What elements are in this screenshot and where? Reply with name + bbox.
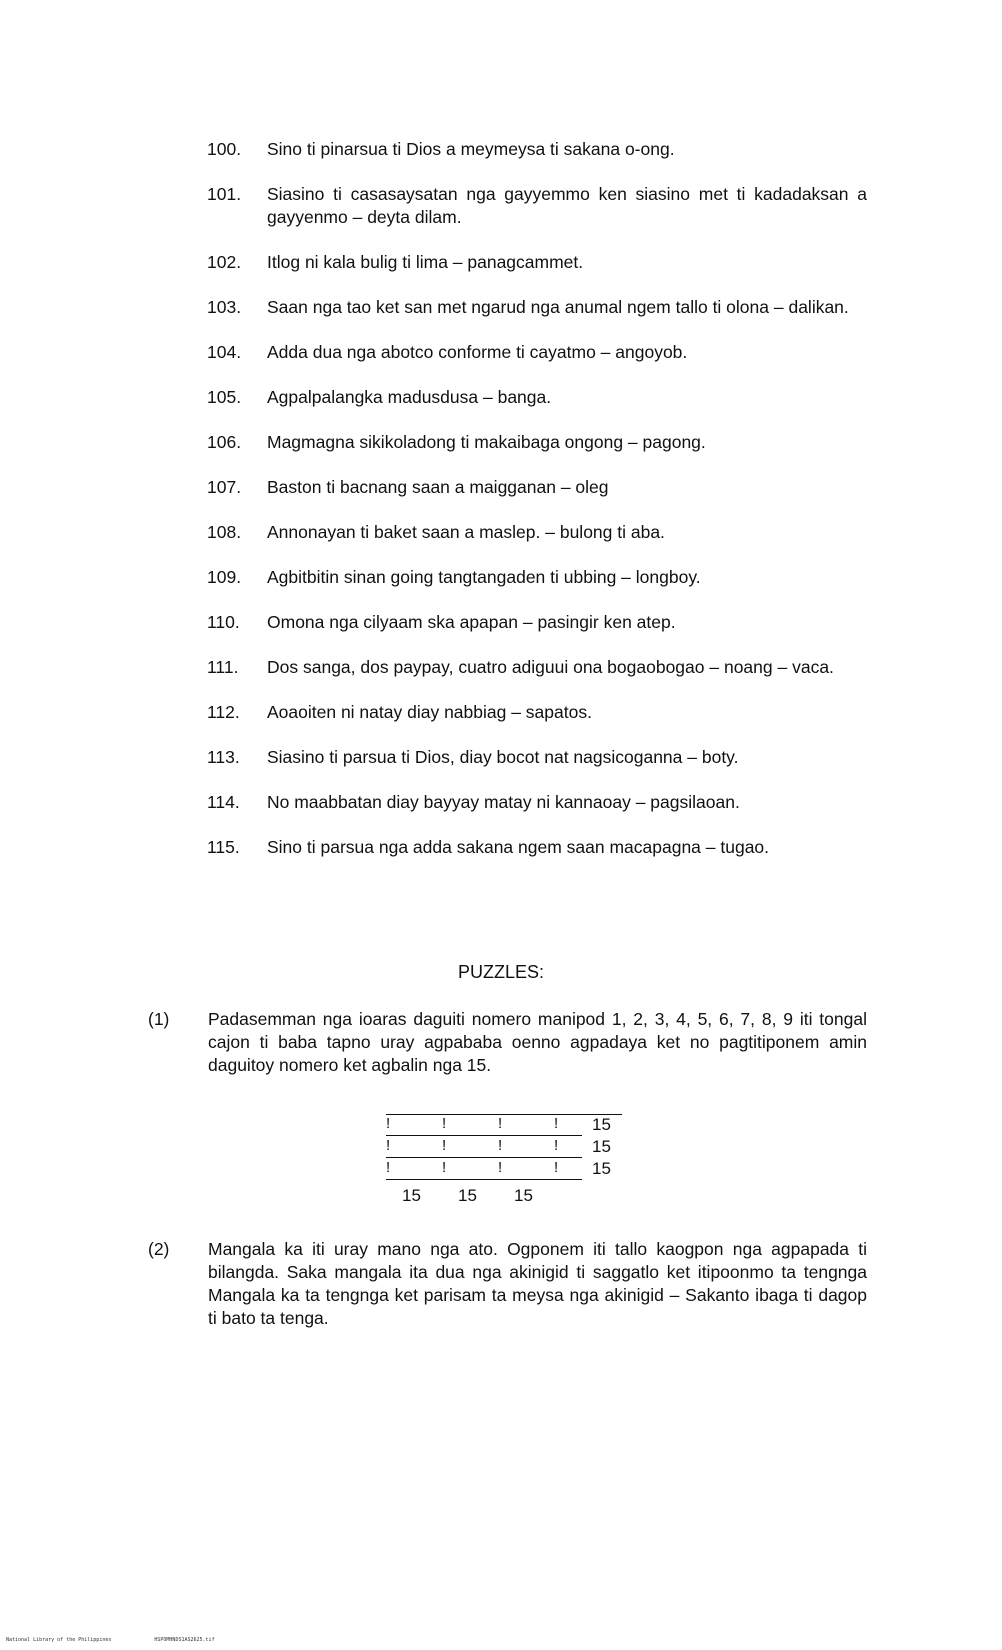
row-sum: 15: [592, 1159, 611, 1178]
riddle-item: [207, 251, 867, 274]
puzzle-item: [148, 1008, 867, 1077]
column-sum: 15: [402, 1186, 421, 1205]
riddle-list: [207, 138, 867, 881]
puzzles-heading: PUZZLES:: [457, 962, 545, 982]
riddle-text: Saan nga tao ket san met ngarud nga anumal ngem tallo ti olona – dalikan.: [267, 297, 849, 317]
puzzle-text: Mangala ka iti uray mano nga ato. Ogponem iti tallo kaogpon nga agpapada ti bilangda. Saka mangala ita dua nga akinigid ti saggatlo ket itipoonmo ta tengnga Mangala ka ta tengnga ket parisam ta meysa nga akinigid – Sakanto ibaga ti dagop ti bato ta tenga.: [208, 1239, 867, 1328]
grid-bar: !: [442, 1137, 447, 1154]
grid-row: [386, 1114, 626, 1136]
riddle-number: 114.: [207, 792, 240, 812]
grid-bar: !: [554, 1115, 559, 1132]
riddle-number: 106.: [207, 432, 242, 452]
riddle-item: [207, 791, 867, 814]
riddle-number: 105.: [207, 387, 242, 407]
row-sum: 15: [592, 1137, 611, 1156]
riddle-number: 104.: [207, 342, 242, 362]
riddle-number: 112.: [207, 702, 240, 722]
riddle-text: Aoaoiten ni natay diay nabbiag – sapatos.: [267, 702, 592, 722]
riddle-text: Agbitbitin sinan going tangtangaden ti ubbing – longboy.: [267, 567, 701, 587]
riddle-item: [207, 431, 867, 454]
riddle-number: 110.: [207, 612, 240, 632]
puzzle-number: (1): [148, 1009, 170, 1029]
riddle-text: Siasino ti casasaysatan nga gayyemmo ken siasino met ti kadadaksan a gayyenmo – deyta dilam.: [267, 184, 867, 227]
grid-bar: !: [386, 1137, 391, 1154]
puzzle-number: (2): [148, 1239, 170, 1259]
riddle-text: Dos sanga, dos paypay, cuatro adiguui ona bogaobogao – noang – vaca.: [267, 657, 834, 677]
riddle-text: Siasino ti parsua ti Dios, diay bocot nat nagsicoganna – boty.: [267, 747, 739, 767]
grid-bar: !: [386, 1159, 391, 1176]
scan-footer: [6, 1637, 255, 1643]
riddle-number: 101.: [207, 184, 242, 204]
riddle-text: Agpalpalangka madusdusa – banga.: [267, 387, 552, 407]
riddle-text: Omona nga cilyaam ska apapan – pasingir ken atep.: [267, 612, 676, 632]
riddle-item: [207, 521, 867, 544]
riddle-text: Baston ti bacnang saan a maigganan – oleg: [267, 477, 609, 497]
riddle-number: 107.: [207, 477, 242, 497]
riddle-number: 100.: [207, 139, 242, 159]
footer-library: National Library of the Philippines: [6, 1637, 112, 1643]
puzzle-item: [148, 1238, 867, 1330]
riddle-text: Magmagna sikikoladong ti makaibaga ongong – pagong.: [267, 432, 706, 452]
grid-bar: !: [498, 1115, 503, 1132]
riddle-item: [207, 138, 867, 161]
riddle-item: [207, 476, 867, 499]
grid-row-line: [386, 1114, 582, 1136]
riddle-text: Itlog ni kala bulig ti lima – panagcammet.: [267, 252, 584, 272]
riddle-number: 111.: [207, 657, 239, 677]
puzzle-text: Padasemman nga ioaras daguiti nomero manipod 1, 2, 3, 4, 5, 6, 7, 8, 9 iti tongal cajon ti baba tapno uray agpababa oenno agpadaya ket no pagtitiponem amin daguitoy nomero ket agbalin nga 15.: [208, 1009, 867, 1075]
riddle-item: [207, 566, 867, 589]
grid-bar: !: [386, 1115, 391, 1132]
riddle-text: Sino ti parsua nga adda sakana ngem saan macapagna – tugao.: [267, 837, 770, 857]
riddle-item: [207, 611, 867, 634]
riddle-item: [207, 746, 867, 769]
riddle-text: Adda dua nga abotco conforme ti cayatmo – angoyob.: [267, 342, 688, 362]
riddle-number: 108.: [207, 522, 242, 542]
riddle-text: Annonayan ti baket saan a maslep. – bulong ti aba.: [267, 522, 665, 542]
riddle-item: [207, 656, 867, 679]
riddle-item: [207, 296, 867, 319]
riddle-number: 115.: [207, 837, 240, 857]
column-sum: 15: [514, 1186, 533, 1205]
riddle-text: No maabbatan diay bayyay matay ni kannaoay – pagsilaoan.: [267, 792, 740, 812]
grid-bar: !: [498, 1137, 503, 1154]
column-sum: 15: [458, 1186, 477, 1205]
riddle-number: 102.: [207, 252, 242, 272]
grid-row-line: [386, 1136, 582, 1158]
riddle-number: 113.: [207, 747, 240, 767]
riddle-item: [207, 341, 867, 364]
riddle-text: Sino ti pinarsua ti Dios a meymeysa ti sakana o-ong.: [267, 139, 675, 159]
grid-row: [386, 1158, 626, 1180]
grid-row-line: [386, 1158, 582, 1180]
grid-bar: !: [554, 1137, 559, 1154]
riddle-item: [207, 386, 867, 409]
footer-code: HSPOMHNDS1AS2625.tif: [154, 1637, 215, 1643]
riddle-number: 103.: [207, 297, 242, 317]
riddle-item: [207, 836, 867, 859]
grid-bar: !: [442, 1159, 447, 1176]
riddle-item: [207, 701, 867, 724]
grid-bar: !: [554, 1159, 559, 1176]
grid-row: [386, 1136, 626, 1158]
grid-bar: !: [498, 1159, 503, 1176]
grid-bar: !: [442, 1115, 447, 1132]
riddle-number: 109.: [207, 567, 242, 587]
riddle-item: [207, 183, 867, 229]
row-sum: 15: [592, 1115, 611, 1134]
